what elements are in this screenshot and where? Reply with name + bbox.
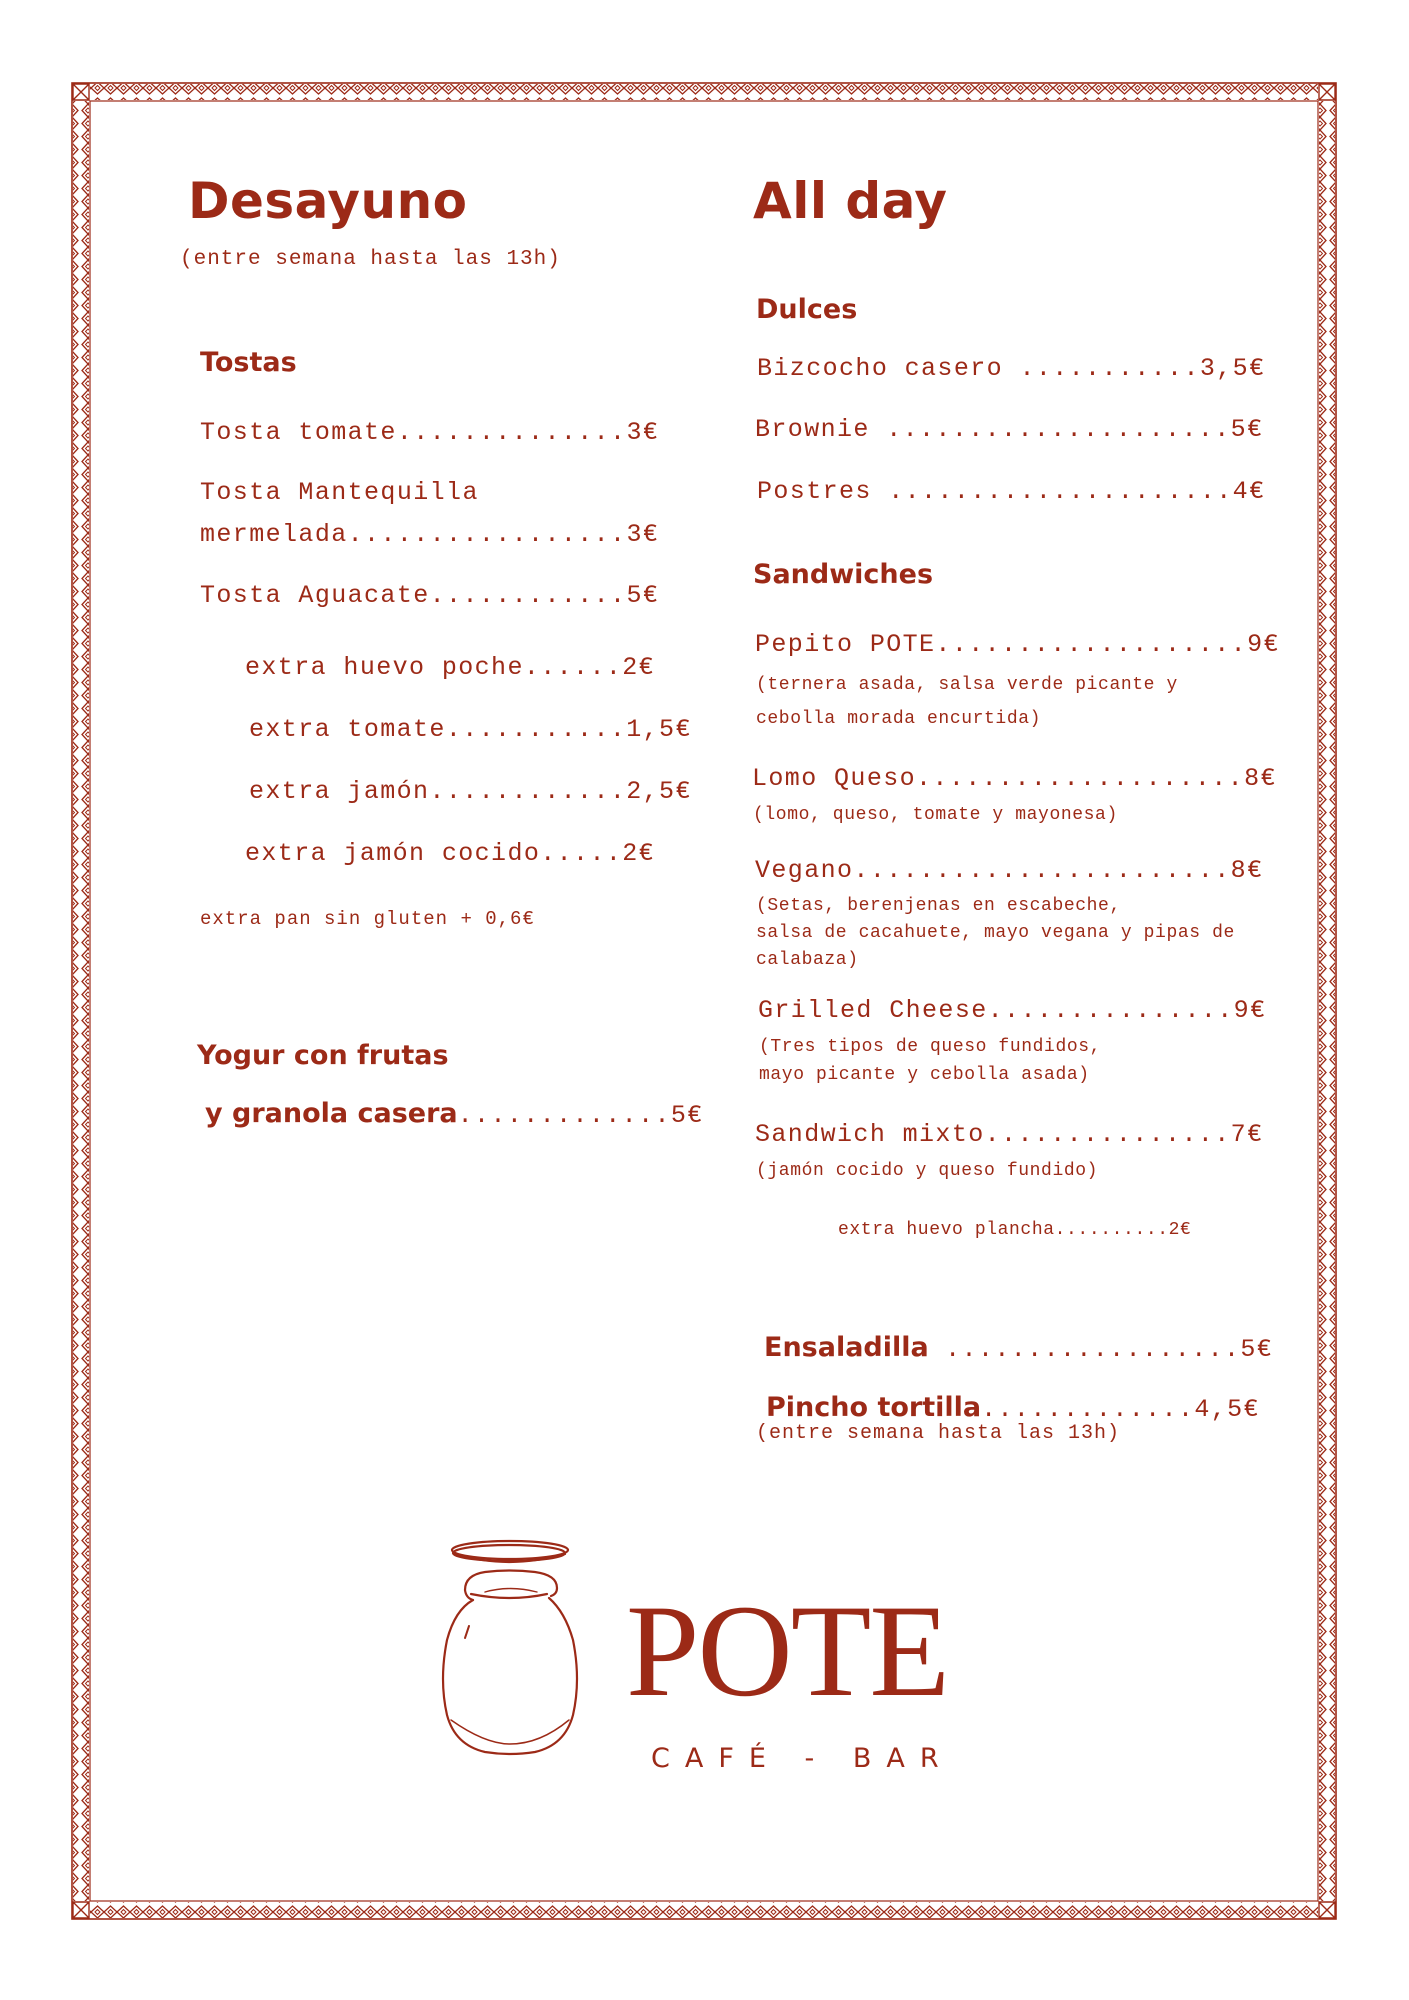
jar-icon bbox=[425, 1530, 595, 1770]
yogur-line2: y granola casera bbox=[205, 1098, 458, 1129]
menu-item: Tosta tomate..............3€ bbox=[200, 418, 660, 447]
extra-item: extra huevo plancha..........2€ bbox=[838, 1220, 1192, 1240]
pincho-name: Pincho tortilla bbox=[766, 1392, 982, 1423]
pincho-price: .............4,5€ bbox=[981, 1395, 1260, 1424]
sandwich-desc: cebolla morada encurtida) bbox=[756, 709, 1042, 729]
yogur-price: .............5€ bbox=[457, 1101, 704, 1130]
logo-tagline: CAFÉ - BAR bbox=[651, 1743, 954, 1774]
sandwich-desc: (Setas, berenjenas en escabeche, bbox=[756, 896, 1121, 916]
menu-item: Tosta Aguacate............5€ bbox=[200, 581, 660, 610]
sandwich-desc: mayo picante y cebolla asada) bbox=[759, 1065, 1090, 1085]
menu-item: Tosta Mantequilla bbox=[200, 478, 479, 507]
gluten-note: extra pan sin gluten + 0,6€ bbox=[200, 908, 535, 930]
sandwich-desc: (lomo, queso, tomate y mayonesa) bbox=[753, 805, 1118, 825]
menu-item: Postres .....................4€ bbox=[757, 477, 1266, 506]
sandwich-desc: (jamón cocido y queso fundido) bbox=[756, 1161, 1099, 1181]
sandwich-desc: (ternera asada, salsa verde picante y bbox=[756, 675, 1178, 695]
logo-name: POTE bbox=[626, 1577, 948, 1724]
sandwich-name: Pepito POTE...................9€ bbox=[755, 630, 1280, 659]
sandwich-desc: (Tres tipos de queso fundidos, bbox=[759, 1037, 1102, 1057]
menu-item: Brownie .....................5€ bbox=[755, 415, 1264, 444]
section-title-desayuno: Desayuno bbox=[188, 172, 468, 230]
ensaladilla-price: ..................5€ bbox=[928, 1335, 1274, 1364]
extra-item: extra tomate...........1,5€ bbox=[249, 715, 692, 744]
sandwich-name: Grilled Cheese...............9€ bbox=[758, 996, 1267, 1025]
heading-dulces: Dulces bbox=[756, 294, 858, 325]
menu-item: mermelada.................3€ bbox=[200, 520, 660, 549]
heading-sandwiches: Sandwiches bbox=[753, 559, 934, 590]
sandwich-name: Lomo Queso....................8€ bbox=[752, 764, 1277, 793]
extra-item: extra huevo poche......2€ bbox=[245, 653, 656, 682]
extra-item: extra jamón cocido.....2€ bbox=[245, 839, 656, 868]
menu-item: Bizcocho casero ...........3,5€ bbox=[757, 354, 1266, 383]
sandwich-name: Vegano.......................8€ bbox=[755, 856, 1264, 885]
heading-tostas: Tostas bbox=[200, 347, 297, 378]
pincho-note: (entre semana hasta las 13h) bbox=[756, 1422, 1121, 1445]
yogur-line2-row bbox=[197, 1080, 704, 1130]
yogur-line1: Yogur con frutas bbox=[197, 1040, 449, 1071]
sandwich-desc: calabaza) bbox=[756, 950, 859, 970]
pincho-row bbox=[758, 1374, 1260, 1424]
desayuno-subtitle: (entre semana hasta las 13h) bbox=[180, 248, 561, 271]
ensaladilla-name: Ensaladilla bbox=[764, 1332, 929, 1363]
extra-item: extra jamón............2,5€ bbox=[249, 777, 692, 806]
sandwich-name: Sandwich mixto...............7€ bbox=[755, 1120, 1264, 1149]
section-title-all-day: All day bbox=[753, 172, 948, 230]
sandwich-desc: salsa de cacahuete, mayo vegana y pipas de bbox=[756, 923, 1235, 943]
ensaladilla-row bbox=[756, 1314, 1273, 1364]
